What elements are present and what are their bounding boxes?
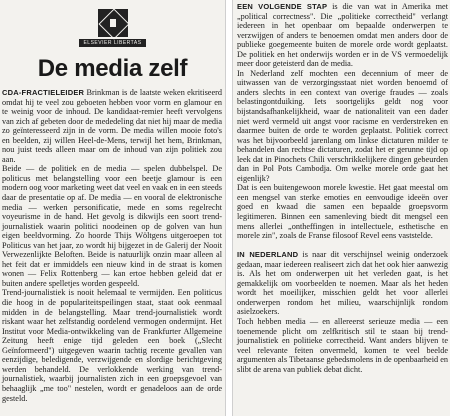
right-column-body [233,0,450,374]
paragraph-lead: EEN VOLGENDE STAP [237,2,328,11]
crest-icon [98,9,128,37]
paragraph [237,69,448,184]
paragraph-text: Toch hebben media — en allereerst serieuze media — een toenemende plicht om zelfkritisch stil te staan bij trend-journalistiek en politieke correctheid. Want anders blijven te veel relevante feiten onvermeld, komen te veel beelde argumenten als Tibetaanse gebedsmolens in de openbaarheid en slibt de arena van publiek debat dicht. [237,317,448,374]
paragraph-text: Trend-journalistiek is nooit helemaal te vermijden. Een politicus die hoog in de populariteitspeilingen staat, staat ook eenmaal midden in de belangstelling. Maar trend-journalistiek wordt riskant waar het zelfstandig oordelend vermogen ondermijnt. Het Institut voor Media-ontwikkeling van de Frankfurter Allgemeine Zeitung heeft enige tijd geleden een boek („Slecht Geïnformeerd") uitgegeven waarin tachtig recente gevallen van eenzijdige, beledigende, verzwijgende en slordige berichtgeving werden behandeld. De verlokkende werking van trend-journalistiek, waarbij journalisten zich in een groepsgevoel van behaaglijk „me too" nestelen, wordt er genadeloos aan de orde gesteld. [2,288,222,403]
paragraph [2,164,222,288]
masthead [0,0,225,54]
paragraph [237,183,448,240]
left-column-body [0,88,225,403]
elsevier-logo [79,9,145,47]
paragraph-text: In Nederland zelf mochten een decennium of meer de uitwassen van de verzorgingsstaat niet worden benoemd of anders slechts in een context van overige fraudes — zoals belastingontduiking. Iets soortgelijks geldt nog voor bijstandsafhankelijkheid, waar de nationaliteit van een dader niet werd vermeld uit angst voor racisme en verderstreken en daarmee buiten de orde te worden geplaatst. Politiek correct was het bijvoorbeeld jarenlang om linkse dictaturen milder te behandelen dan rechtse dictaturen, zodat het er gerunne tijd op leek dat in Pinochets Chili verschrikkelijkere dingen gebeurden dan in Pol Pots Cambodja. Om welke morele orde gaat het eigenlijk? [237,68,448,183]
paragraph-text: Brinkman is de laatste weken ekritiseerd omdat hij te veel zou geboeten hebben voor vorm en glamour en te weinig voor de inhoud. De kandidaat-remier heeft vervolgens van zich af gebeten door de mededeling dat niet hij maar de media zo geïnteresseerd zijn in de vorm. De media willen mooie foto's en beelden, zij willen Heel-de-Mens, terwijl het hem, Brinkman, nou juist teeds alleen maar om de inhoud van zijn politiek zou aan. [2,88,222,164]
paragraph [237,317,448,374]
right-column [232,0,450,416]
article-title: De media zelf [37,55,188,82]
paragraph-text: Dat is een buitengewoon morele kwestie. Het gaat meestal om een mengsel van sterke emoties en eenvoudige ideeën over goed en kwaad die samen een bepaalde groepsvorm legitimeren. Binnen een samenleving biedt dit mengsel een mens allerlei „ontheffingen in intellectuele, esthetische en morele zin", zoals de Franse filosoof Revel eens vaststelde. [237,183,448,241]
paragraph-text: is die van wat in Amerika met „political correctness". Die „politieke correctheid" verlangt iedereen in het openbaar om bepaalde onderwerpen te verzwijgen of anders te benoemen omdat men anders door de publieke goegemeente buiten de morele orde wordt geplaatst. De politiek en het onderwijs worden er in de VS vermoedelijk meer door geteisterd dan de media. [237,2,448,69]
paragraph-text: is naar dit verschijnsel weinig onderzoek gedaan, maar iedereen realiseert zich dat het ook hier aanwezig is. Als het om onderwerpen uit het verleden gaat, is het gemakkelijk om voorbeelden te noemen. Maar als het heden wordt het moeilijker, misschien geldt het voor allerlei onderwerpen rondom het milieu, waarschijnlijk rondom asielzoekers. [237,250,448,317]
paragraph [237,250,448,317]
paragraph [2,88,222,164]
masthead-banner: ELSEVIER LIBERTAS [79,39,145,47]
paragraph [2,288,222,403]
paragraph-lead: IN NEDERLAND [237,250,299,260]
paragraph-text: Beide — de politiek en de media — spelen dubbelspel. De politicus met belangstelling voor een beetje glamour is een modern oog voor marketing weet dat veel en vaak en in een steeds daar de presentatie op af. De media — en vooral de elektronische media — werken personificatie, mede en soms regelrecht voyeurisme in de hand. Het gevolg is dikwijls een soort trend-journalistiek waarin politici noodeinen op de golven van hun eigen beeldvorming. Zo hoorde Thijs Wöltgens uitgeroepen tot Politicus van het jaar, zo wordt hij bijgezet in de Galerij der Nooit Verwezenlijkte Beloften. Beide is natuurlijk onzin maar alleen al het feit dat er immiddels een nieuw kind in de straat is komen wonen — Felix Rottenberg — kan ertoe hebben geleid dat er buiten andere spelletjes worden gespeeld. [2,164,222,288]
paragraph [237,2,448,69]
paragraph-lead: CDA-FRACTIELEIDER [2,88,85,97]
